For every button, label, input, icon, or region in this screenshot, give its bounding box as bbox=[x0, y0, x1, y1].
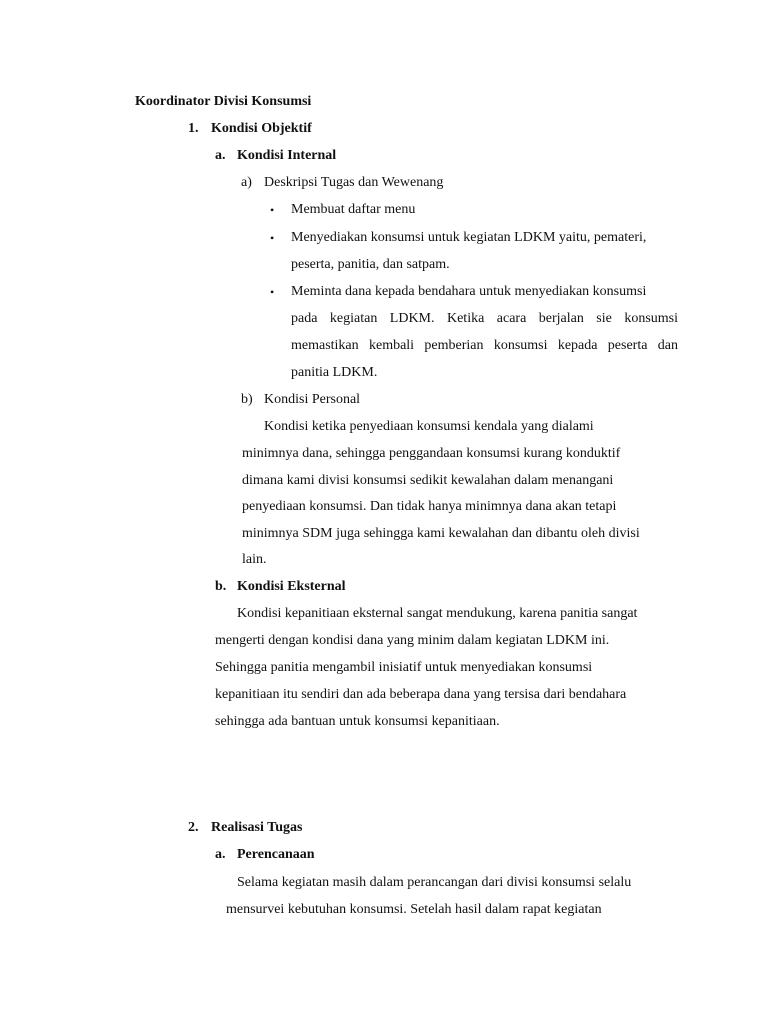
item-b-mark: b) bbox=[241, 392, 253, 407]
subsection-1a-heading: Kondisi Internal bbox=[237, 148, 337, 163]
item-b-heading: Kondisi Personal bbox=[264, 392, 361, 407]
subsection-2a-letter: a. bbox=[215, 847, 226, 862]
bullet-text-3-cont: panitia LDKM. bbox=[291, 365, 378, 380]
paragraph-line: mensurvei kebutuhan konsumsi. Setelah hasil dalam rapat kegiatan bbox=[226, 902, 602, 917]
paragraph-line: minimnya dana, sehingga penggandaan konsumsi kurang konduktif bbox=[242, 446, 621, 461]
paragraph-line: Sehingga panitia mengambil inisiatif untuk menyediakan konsumsi bbox=[215, 660, 593, 675]
section-2-number: 2. bbox=[188, 820, 199, 835]
paragraph-line: lain. bbox=[242, 552, 267, 567]
subsection-2a-heading: Perencanaan bbox=[237, 847, 315, 862]
paragraph-line: sehingga ada bantuan untuk konsumsi kepanitiaan. bbox=[215, 714, 500, 729]
subsection-1b-heading: Kondisi Eksternal bbox=[237, 579, 346, 594]
bullet-text-2: Menyediakan konsumsi untuk kegiatan LDKM yaitu, pemateri, bbox=[291, 230, 647, 245]
paragraph-line: mengerti dengan kondisi dana yang minim dalam kegiatan LDKM ini. bbox=[215, 633, 610, 648]
subsection-1a-letter: a. bbox=[215, 148, 226, 163]
item-a-heading: Deskripsi Tugas dan Wewenang bbox=[264, 175, 444, 190]
paragraph-line: Kondisi ketika penyediaan konsumsi kendala yang dialami bbox=[264, 419, 594, 434]
item-a-mark: a) bbox=[241, 175, 252, 190]
paragraph-line: minimnya SDM juga sehingga kami kewalahan dan dibantu oleh divisi bbox=[242, 526, 640, 541]
section-1-number: 1. bbox=[188, 121, 199, 136]
section-2-heading: Realisasi Tugas bbox=[211, 820, 303, 835]
paragraph-line: Kondisi kepanitiaan eksternal sangat mendukung, karena panitia sangat bbox=[237, 606, 638, 621]
paragraph-line: Selama kegiatan masih dalam perancangan dari divisi konsumsi selalu bbox=[237, 875, 632, 890]
document-title: Koordinator Divisi Konsumsi bbox=[135, 94, 312, 109]
bullet-icon: • bbox=[270, 231, 275, 245]
bullet-text-3-cont: pada kegiatan LDKM. Ketika acara berjalan sie konsumsi bbox=[291, 311, 678, 326]
paragraph-line: kepanitiaan itu sendiri dan ada beberapa dana yang tersisa dari bendahara bbox=[215, 687, 627, 702]
bullet-icon: • bbox=[270, 203, 275, 217]
bullet-text-2-cont: peserta, panitia, dan satpam. bbox=[291, 257, 450, 272]
bullet-text-3: Meminta dana kepada bendahara untuk menyediakan konsumsi bbox=[291, 284, 647, 299]
bullet-icon: • bbox=[270, 285, 275, 299]
paragraph-line: penyediaan konsumsi. Dan tidak hanya minimnya dana akan tetapi bbox=[242, 499, 617, 514]
section-1-heading: Kondisi Objektif bbox=[211, 121, 312, 136]
bullet-text-1: Membuat daftar menu bbox=[291, 202, 416, 217]
paragraph-line: dimana kami divisi konsumsi sedikit kewalahan dalam menangani bbox=[242, 473, 614, 488]
bullet-text-3-cont: memastikan kembali pemberian konsumsi kepada peserta dan bbox=[291, 338, 678, 353]
subsection-1b-letter: b. bbox=[215, 579, 227, 594]
